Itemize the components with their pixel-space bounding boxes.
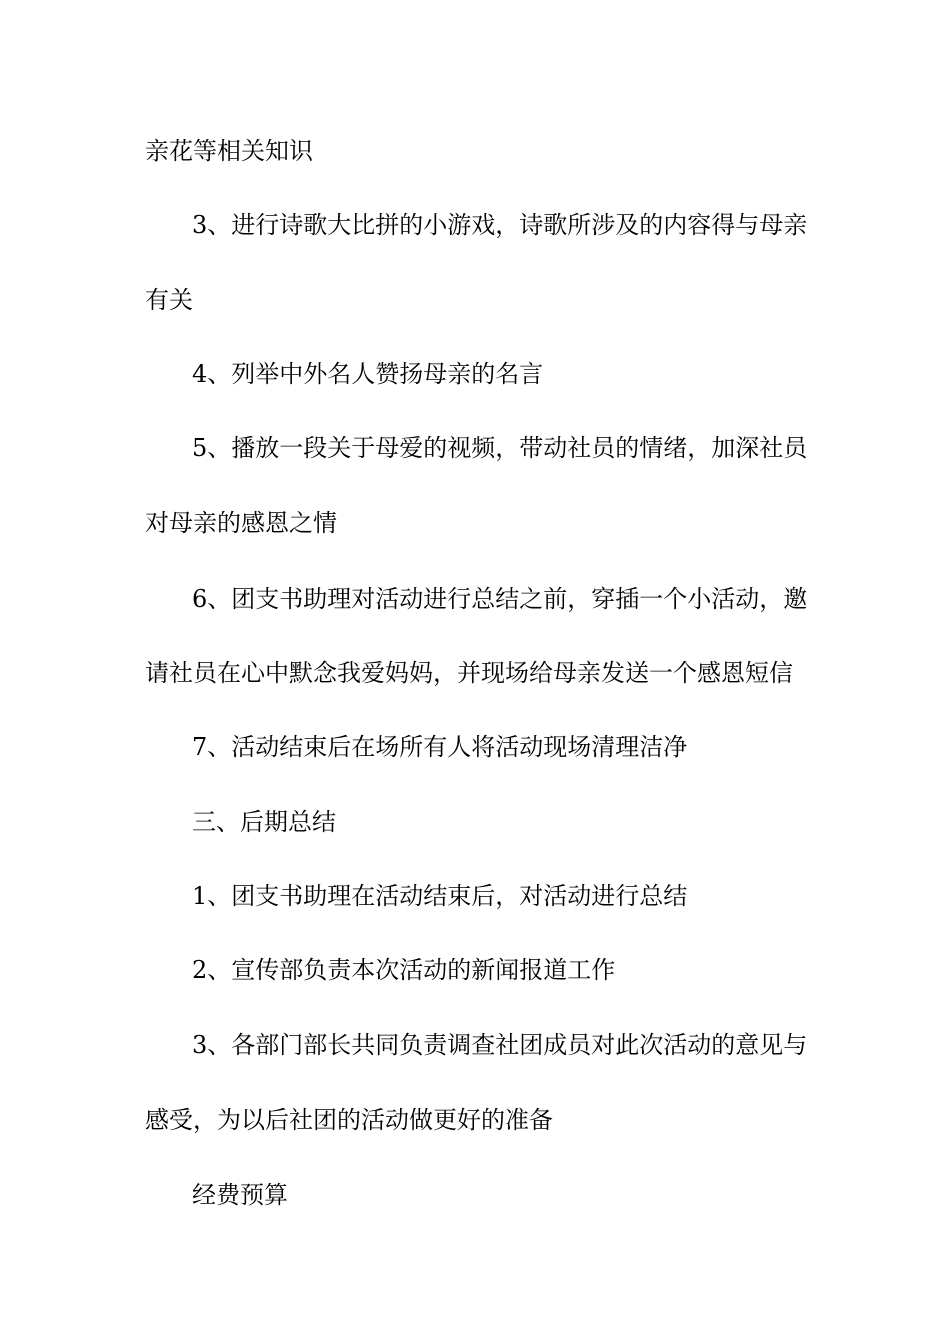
text-line-7: 6、团支书助理对活动进行总结之前，穿插一个小活动，邀 xyxy=(192,585,808,613)
text-line-1: 亲花等相关知识 xyxy=(145,137,313,165)
text-line-13: 3、各部门部长共同负责调查社团成员对此次活动的意见与 xyxy=(192,1031,808,1059)
text-line-6: 对母亲的感恩之情 xyxy=(145,509,337,537)
text-line-12: 2、宣传部负责本次活动的新闻报道工作 xyxy=(192,956,616,984)
text-line-4: 4、列举中外名人赞扬母亲的名言 xyxy=(192,360,544,388)
text-line-3: 有关 xyxy=(145,286,193,314)
text-line-2: 3、进行诗歌大比拼的小游戏，诗歌所涉及的内容得与母亲 xyxy=(192,211,808,239)
text-line-8: 请社员在心中默念我爱妈妈，并现场给母亲发送一个感恩短信 xyxy=(145,659,793,687)
text-line-5: 5、播放一段关于母爱的视频，带动社员的情绪，加深社员 xyxy=(192,434,808,462)
text-line-14: 感受，为以后社团的活动做更好的准备 xyxy=(145,1106,553,1134)
text-line-9: 7、活动结束后在场所有人将活动现场清理洁净 xyxy=(192,733,688,761)
section-heading: 三、后期总结 xyxy=(192,808,336,836)
budget-heading: 经费预算 xyxy=(192,1181,288,1209)
text-line-11: 1、团支书助理在活动结束后，对活动进行总结 xyxy=(192,882,688,910)
